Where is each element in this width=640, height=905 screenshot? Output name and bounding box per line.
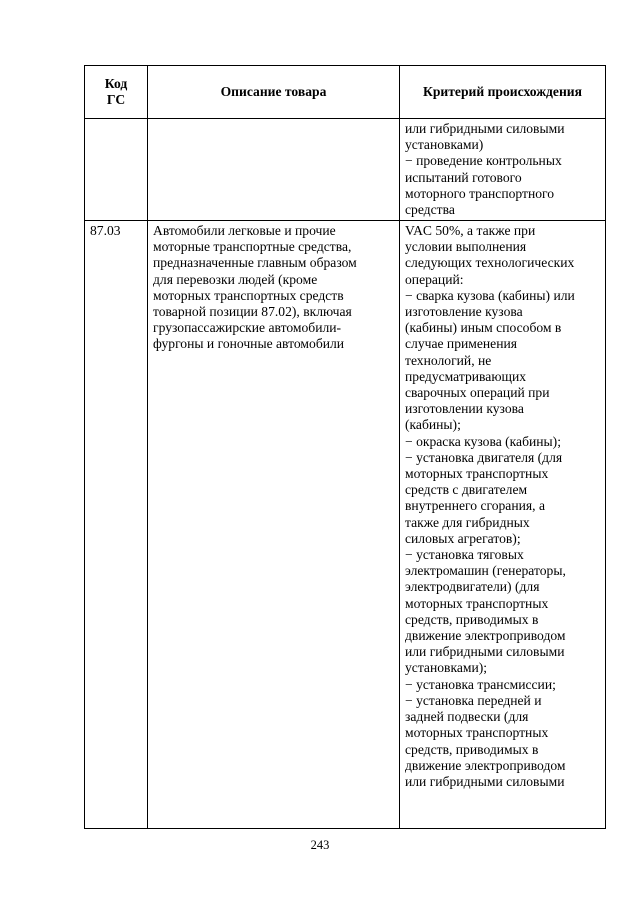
table-header-row xyxy=(85,66,606,119)
text-line: для перевозки людей (кроме xyxy=(153,271,318,287)
cell-criterion xyxy=(400,221,606,829)
text-line: средств с двигателем xyxy=(405,482,528,498)
origin-criteria-table xyxy=(84,65,606,829)
text-line: случае применения xyxy=(405,336,518,352)
text-line: внутреннего сгорания, а xyxy=(405,498,545,514)
cell-code xyxy=(85,119,148,221)
text-line: (кабины) иным способом в xyxy=(405,320,562,336)
text-line: установками); xyxy=(405,660,488,676)
text-line: предназначенные главным образом xyxy=(153,255,357,271)
text-line: − установка трансмиссии; xyxy=(405,676,556,692)
header-criterion: Критерий происхождения xyxy=(400,66,606,119)
text-line: изготовление кузова xyxy=(405,304,523,320)
text-line: − сварка кузова (кабины) или xyxy=(405,287,575,303)
text-line: моторных транспортных xyxy=(405,595,549,611)
cell-description xyxy=(148,221,400,829)
text-line: движение электроприводом xyxy=(405,628,566,644)
text-line: задней подвески (для xyxy=(405,709,529,725)
text-line: движение электроприводом xyxy=(405,757,566,773)
text-line: предусматривающих xyxy=(405,368,527,384)
text-line: − установка двигателя (для xyxy=(405,449,563,465)
page-number: 243 xyxy=(310,838,330,852)
text-line: или гибридными силовыми xyxy=(405,121,565,136)
text-line: или гибридными силовыми xyxy=(405,773,565,789)
text-line: − окраска кузова (кабины); xyxy=(405,433,561,449)
text-line: установками) xyxy=(405,137,484,153)
text-line: также для гибридных xyxy=(405,514,530,530)
text-line: силовых агрегатов); xyxy=(405,530,521,546)
text-line: условии выполнения xyxy=(405,239,527,255)
text-line: товарной позиции 87.02), включая xyxy=(153,304,352,320)
text-line: Автомобили легковые и прочие xyxy=(153,223,336,238)
text-line: моторных транспортных xyxy=(405,725,549,741)
text-line: моторных транспортных средств xyxy=(153,287,344,303)
text-line: сварочных операций при xyxy=(405,385,550,401)
table-row xyxy=(85,119,606,221)
text-line: технологий, не xyxy=(405,352,492,368)
cell-criterion xyxy=(400,119,606,221)
text-line: − проведение контрольных xyxy=(405,153,562,169)
text-line: − установка передней и xyxy=(405,692,542,708)
header-code-line: ГС xyxy=(106,92,126,107)
table-row xyxy=(85,221,606,829)
text-line: фургоны и гоночные автомобили xyxy=(153,336,345,352)
text-line: или гибридными силовыми xyxy=(405,644,565,660)
cell-code: 87.03 xyxy=(85,221,148,829)
header-code-line: Код xyxy=(104,75,128,91)
text-line: − установка тяговых xyxy=(405,547,524,563)
text-line: электромашин (генераторы, xyxy=(405,563,566,579)
header-description: Описание товара xyxy=(148,66,400,119)
text-line: следующих технологических xyxy=(405,255,575,271)
text-line: изготовлении кузова xyxy=(405,401,524,417)
text-line: электродвигатели) (для xyxy=(405,579,540,595)
text-line: испытаний готового xyxy=(405,169,522,185)
text-line: средств, приводимых в xyxy=(405,611,539,627)
text-line: (кабины); xyxy=(405,417,461,433)
text-line: моторных транспортных xyxy=(405,466,549,482)
text-line: VAC 50%, а также при xyxy=(405,223,536,238)
text-line: грузопассажирские автомобили- xyxy=(153,320,342,336)
header-code xyxy=(85,66,148,119)
cell-description xyxy=(148,119,400,221)
text-line: моторные транспортные средства, xyxy=(153,239,352,255)
text-line: средств, приводимых в xyxy=(405,741,539,757)
text-line: моторного транспортного xyxy=(405,185,555,201)
text-line: средства xyxy=(405,202,455,218)
text-line: операций: xyxy=(405,271,464,287)
